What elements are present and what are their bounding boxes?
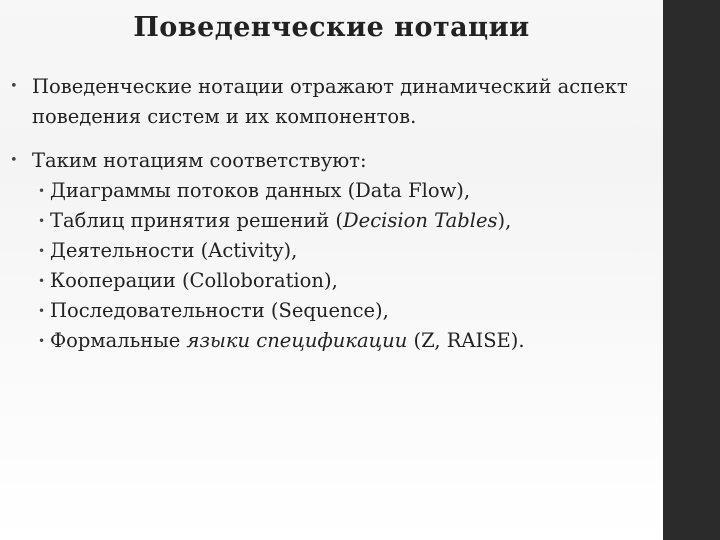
bullet-dot-icon: • [10, 153, 18, 168]
sub-item-text-pre: Формальные [50, 329, 187, 352]
sub-item-text: Последовательности (Sequence), [50, 299, 389, 322]
sub-list [32, 176, 650, 356]
sub-item [34, 326, 650, 356]
side-bar [663, 0, 720, 540]
sub-item-text-post: ), [497, 209, 512, 232]
slide-title: Поведенческие нотации [133, 12, 530, 43]
bullet-dot-icon: • [38, 274, 46, 288]
sub-item-text-em: языки спецификации [186, 329, 408, 352]
sub-item [34, 206, 650, 236]
bullet-dot-icon: • [38, 214, 46, 228]
bullet-dot-icon: • [38, 304, 46, 318]
bullet-item [10, 72, 650, 132]
sub-item [34, 296, 650, 326]
sub-item-text: Кооперации (Colloboration), [50, 269, 338, 292]
bullet-item [10, 146, 650, 356]
sub-item-text: Диаграммы потоков данных (Data Flow), [50, 179, 471, 202]
sub-item-text-pre: Таблиц принятия решений ( [50, 209, 344, 232]
bullet-dot-icon: • [38, 184, 46, 198]
sub-item-text-post: (Z, RAISE). [407, 329, 525, 352]
sub-item [34, 236, 650, 266]
sub-item-text: Деятельности (Activity), [50, 239, 298, 262]
bullet-dot-icon: • [38, 334, 46, 348]
bullet-dot-icon: • [10, 79, 18, 94]
slide-content [10, 72, 650, 356]
bullet-dot-icon: • [38, 244, 46, 258]
bullet-text: Таким нотациям соответствуют: [32, 149, 367, 172]
sub-item [34, 176, 650, 206]
bullet-text: Поведенческие нотации отражают динамический аспект поведения систем и их компонентов. [32, 75, 628, 128]
sub-item-text-em: Decision Tables [343, 209, 498, 232]
sub-item [34, 266, 650, 296]
